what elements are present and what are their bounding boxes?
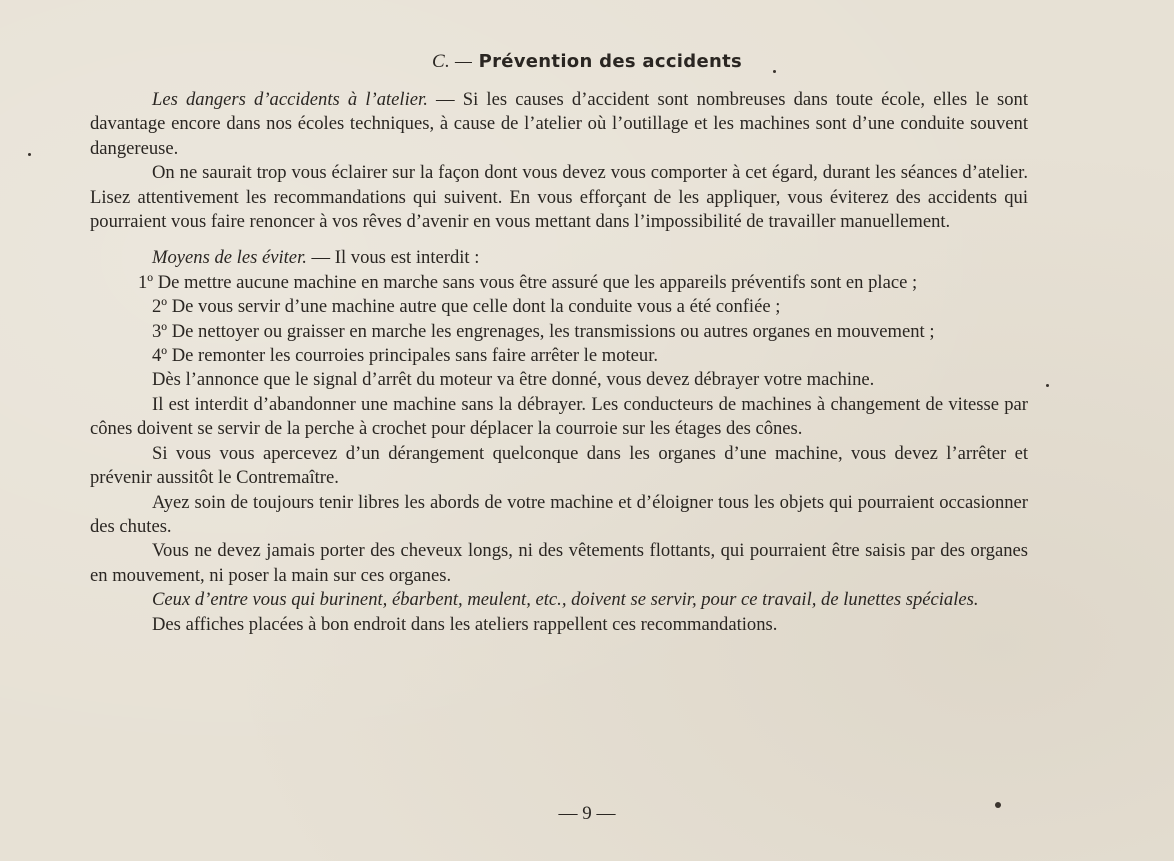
section-heading xyxy=(0,50,1174,73)
section-title: Prévention des accidents xyxy=(478,51,743,72)
section-letter: C. — xyxy=(431,51,473,72)
paragraph-abords: Ayez soin de toujours tenir libres les abords de votre machine et d’éloigner tous les objets qui pourraient occasionner des chutes. xyxy=(90,491,1028,537)
paragraph-lunettes: Ceux d’entre vous qui burinent, ébarbent, meulent, etc., doivent se servir, pour ce travail, de lunettes spéciales. xyxy=(152,589,979,611)
paragraph-means xyxy=(90,246,1028,270)
ink-speck xyxy=(28,153,31,156)
paragraph-dangers xyxy=(90,88,1028,161)
paragraph-derangement: Si vous vous apercevez d’un dérangement quelconque dans les organes d’une machine, vous devez l’arrêter et prévenir aussitôt le Contremaître. xyxy=(90,442,1028,489)
list-item-3: 3º De nettoyer ou graisser en marche les engrenages, les transmissions ou autres organes en mouvement ; xyxy=(152,320,935,342)
list-item-4: 4º De remonter les courroies principales sans faire arrêter le moteur. xyxy=(152,345,659,367)
paragraph-vetements: Vous ne devez jamais porter des cheveux longs, ni des vêtements flottants, qui pourraient être saisis par des organes en mouvement, ni poser la main sur ces organes. xyxy=(90,540,1028,586)
body-text xyxy=(90,88,1028,637)
paragraph-advice: On ne saurait trop vous éclairer sur la façon dont vous devez vous comporter à cet égard, durant les séances d’atelier. Lisez attentivement les recommandations qui suivent. En vous efforçant de les appliquer, vous éviterez des accidents qui pourraient vous faire renoncer à vos rêves d’avenir en vous mettant dans l’impossibilité de travailler manuellement. xyxy=(90,162,1028,233)
paragraph-signal: Dès l’annonce que le signal d’arrêt du moteur va être donné, vous devez débrayer votre machine. xyxy=(152,369,875,391)
ink-speck xyxy=(995,802,1001,808)
ink-speck xyxy=(1046,384,1049,387)
paragraph-debrayer: Il est interdit d’abandonner une machine sans la débrayer. Les conducteurs de machines à changement de vitesse par cônes doivent se servir de la perche à crochet pour déplacer la courroie sur les étages des cônes. xyxy=(90,393,1028,440)
paragraph-means-text: — Il vous est interdit : xyxy=(306,247,480,269)
ink-speck xyxy=(773,70,776,73)
lead-means: Moyens de les éviter. xyxy=(152,247,307,269)
paragraph-dangers-text: — Si les causes d’accident sont nombreuses dans toute école, elles le sont davantage encore dans nos écoles techniques, à cause de l’atelier où l’outillage et les machines sont d’une conduite souvent dangereuse. xyxy=(90,89,1028,159)
list-item-2: 2º De vous servir d’une machine autre que celle dont la conduite vous a été confiée ; xyxy=(152,296,781,318)
lead-dangers: Les dangers d’accidents à l’atelier. xyxy=(152,89,428,110)
page-number: — 9 — xyxy=(558,803,616,824)
list-item-1: 1º De mettre aucune machine en marche sans vous être assuré que les appareils préventifs sont en place ; xyxy=(138,271,918,293)
paragraph-affiches: Des affiches placées à bon endroit dans les ateliers rappellent ces recommandations. xyxy=(152,613,778,635)
